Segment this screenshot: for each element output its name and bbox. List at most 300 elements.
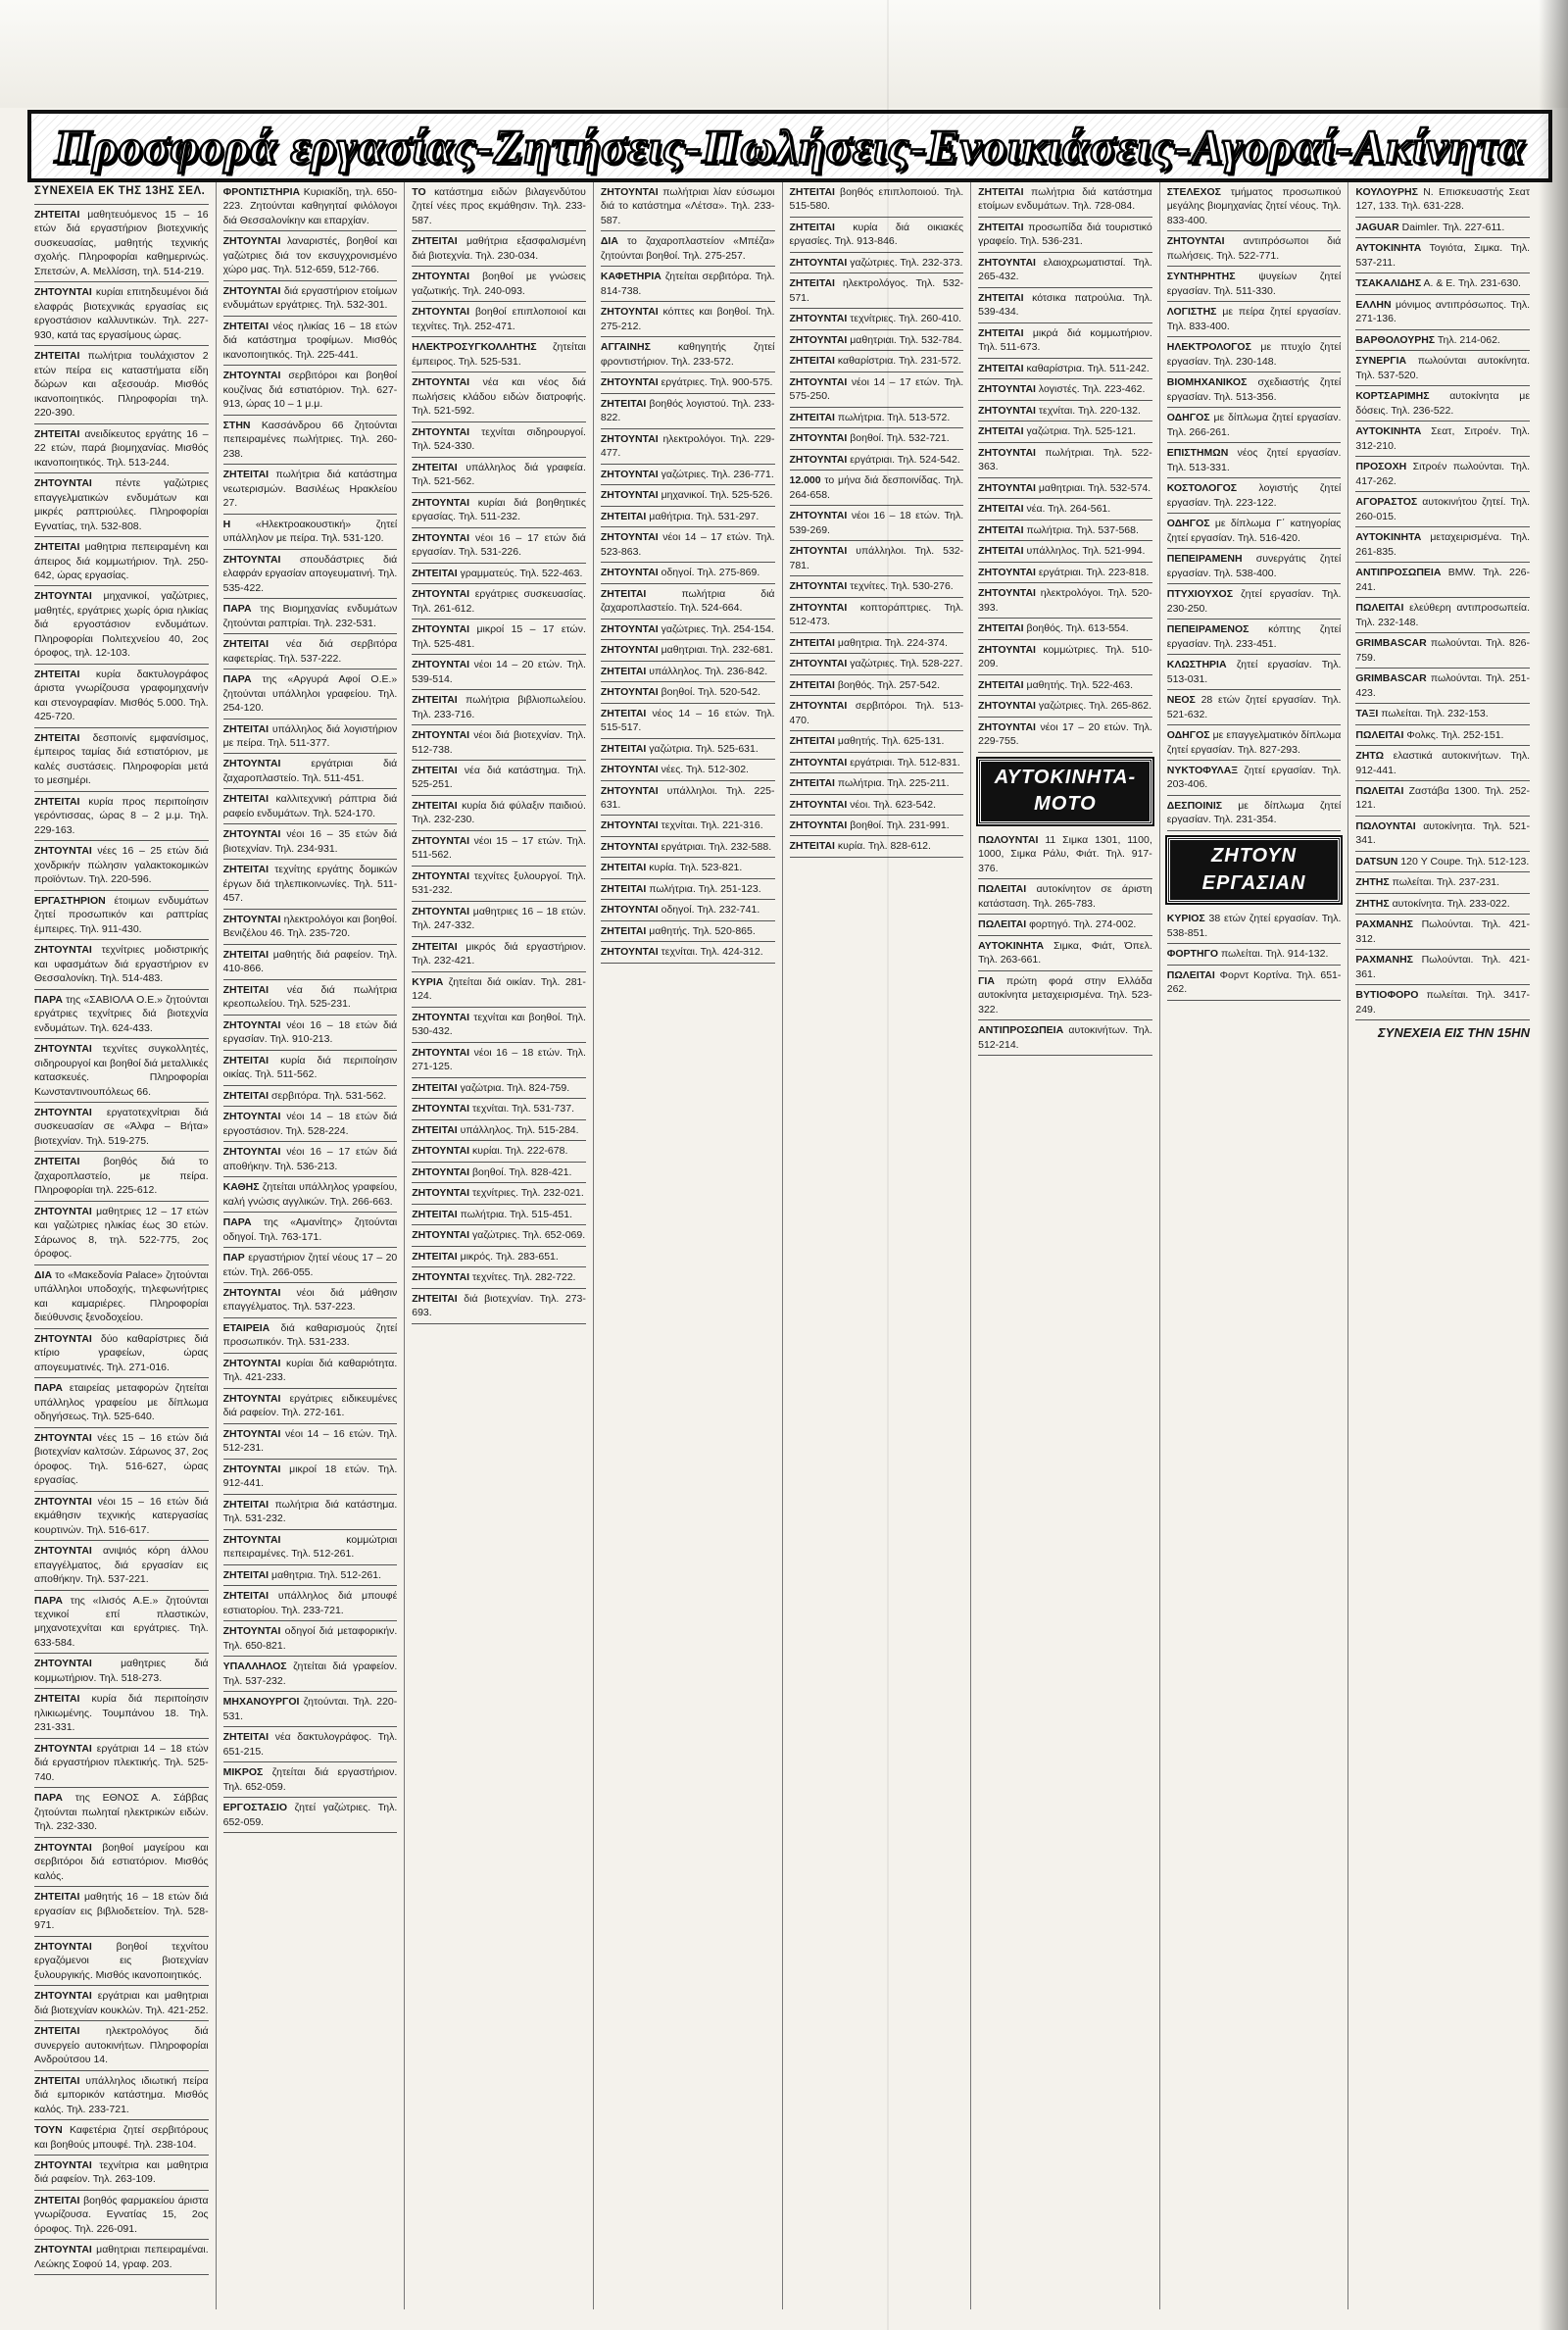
ad-lead: ΠΩΛΕΙΤΑΙ [1355,784,1404,797]
ad-lead: ΚΟΥΛΟΥΡΗΣ [1355,186,1418,198]
classified-ad [412,564,586,584]
ad-text: ζητούνται. Τηλ. 220-531. [222,1696,398,1722]
ad-lead: ΖΗΤΟΥΝΤΑΙ [34,2244,92,2256]
classified-ad [412,796,586,831]
ad-text: γαζώτρια. Τηλ. 824-759. [460,1081,570,1094]
ad-lead: ΖΗΤΟΥΝΤΑΙ [789,256,848,269]
ad-text: νέοι 14 – 18 ετών διά εργοστάσιον. Τηλ. 528-224. [222,1111,398,1137]
ad-text: νέοι 15 – 16 ετών διά εκμάθησιν τεχνικής κατεργασίας κουρτινών. Τηλ. 516-617. [34,1495,209,1536]
classified-ad [601,816,775,836]
ad-lead: ΕΡΓΟΣΤΑΣΙΟ [222,1802,288,1814]
ad-text: 11 Σιμκα 1301, 1100, 1000, Σιμκα Ράλυ, Φιάτ. Τηλ. 917-376. [978,833,1152,874]
ad-text: λογιστές. Τηλ. 223-462. [1038,383,1146,396]
ad-lead: ΖΗΤΕΙΤΑΙ [34,1693,80,1706]
ad-text: υπάλληλος διά μπουφέ εστιατορίου. Τηλ. 233-721. [222,1590,398,1616]
ad-lead: ΖΗΤΟΥΝΤΑΙ [600,567,659,579]
ad-text: αυτοκίνητα. Τηλ. 521-341. [1355,819,1531,847]
ad-text: κυρίαι διά καθαριότητα. Τηλ. 421-233. [222,1357,398,1384]
classified-ad [34,1838,209,1887]
classified-ad [1167,408,1342,443]
ad-text: σερβιτόροι. Τηλ. 513-470. [789,700,964,726]
ad-lead: ΖΗΤΕΙΤΑΙ [978,362,1024,374]
classified-ad [978,499,1152,520]
ad-text: μικροί 15 – 17 ετών. Τηλ. 525-481. [412,623,586,650]
classified-ad [412,458,586,493]
classified-ad [223,1213,398,1248]
ad-text: μαθητής διά ραφείον. Τηλ. 410-866. [222,948,398,975]
ad-text: Ζαστάβα 1300. Τηλ. 252-121. [1355,784,1530,812]
ad-lead: ΖΗΤΕΙΤΑΙ [978,291,1024,304]
ad-text: μαθητής. Τηλ. 625-131. [837,735,945,748]
ad-text: αυτοκίνητον σε άριστη κατάσταση. Τηλ. 265-783. [978,883,1152,910]
classified-ad [223,1762,398,1798]
ad-lead: ΖΗΤΟΥΝΤΑΙ [34,1043,92,1056]
ad-text: γαζώτριες. Τηλ. 232-373. [850,256,963,269]
classified-ad [978,830,1152,879]
column-7 [1160,182,1349,2309]
ad-lead: ΖΗΤΕΙΤΑΙ [34,731,80,744]
classified-ad [601,527,775,563]
ad-lead: ΖΗΤΕΙΤΑΙ [600,742,647,755]
ad-text: τεχνίται σιδηρουργοί. Τηλ. 524-330. [412,425,586,453]
ad-text: δύο καθαρίστριες διά κτίριο γραφείων, ώρας απογευματινές. Τηλ. 271-016. [34,1332,209,1373]
classified-ad [412,493,586,528]
classified-ad [1167,796,1342,831]
classified-ad [601,337,775,372]
ad-text: τεχνίτριες. Τηλ. 232-021. [472,1187,584,1200]
ad-text: γαζώτριες. Τηλ. 652-069. [472,1229,586,1242]
ad-lead: ΖΗΤΕΙΤΑΙ [600,924,647,937]
classified-ad [790,675,964,696]
ad-lead: ΖΗΤΕΙΤΑΙ [412,940,458,953]
ad-lead: ΠΩΛΕΙΤΑΙ [1355,602,1404,615]
classified-ad [223,860,398,909]
ad-text: BMW. Τηλ. 226-241. [1355,567,1531,593]
ad-text: κυρία διά περιποίησιν ηλικιωμένης. Τουμπάνου 18. Τηλ. 231-331. [34,1693,209,1734]
ad-text: ηλεκτρολόγοι. Τηλ. 229-477. [600,432,775,460]
classified-ad [1167,655,1342,690]
ad-text: βοηθοί τεχνίτου εργαζόμενοι εις βιοτεχνίαν ξυλουργικής. Μισθός ικανοποιητικός. [34,1940,209,1981]
ad-lead: ΖΗΤΕΙΤΑΙ [600,587,647,600]
ad-lead: ΖΗΤΕΙΤΑΙ [222,948,270,961]
ad-text: κόπτες και βοηθοί. Τηλ. 275-212. [600,306,775,332]
ad-text: συνεργάτις ζητεί εργασίαν. Τηλ. 538-400. [1166,553,1342,579]
ad-text: υπάλληλος διά γραφεία. Τηλ. 521-562. [412,461,586,488]
ad-lead: ΝΕΟΣ [1166,694,1196,707]
classified-ad [223,1389,398,1424]
ad-text: βοηθοί. Τηλ. 828-421. [472,1165,572,1178]
classified-ad [790,330,964,351]
ad-text: πέντε γαζώτριες επαγγελματικών ενδυμάτων και μικρές ραπτριούλες. Πληροφορίαι Εγνατίας, τηλ. 532-808. [34,477,209,532]
classified-ad [1355,351,1530,386]
ad-text: προσωπίδα διά τουριστικό γραφείο. Τηλ. 536-231. [978,221,1152,248]
classified-ad [34,2021,209,2070]
ad-text: πωλείται. Τηλ. 914-132. [1220,948,1329,961]
classified-ad [601,942,775,963]
ad-text: νέα διά κατάστημα. Τηλ. 525-251. [412,764,586,791]
ad-text: τεχνίτες συγκολλητές, σιδηρουργοί και βοηθοί διά μεταλλικές κατασκευές. Πληροφορίαι Κωνσταντινουπόλεως 66. [34,1043,209,1098]
ad-text: μαθητρια. Τηλ. 512-261. [271,1568,382,1581]
ad-text: κυρία. Τηλ. 828-612. [837,840,931,853]
ad-lead: ΖΗΤΕΙΤΑΙ [412,461,458,473]
ad-text: μαθητρια. Τηλ. 224-374. [837,636,948,649]
classified-ad [223,1051,398,1086]
ad-text: Πωλούνται. Τηλ. 421-312. [1355,918,1530,945]
ad-text: της «Αργυρά Αφοί Ο.Ε.» ζητούνται υπάλληλοι γραφείου. Τηλ. 254-120. [222,673,398,715]
ad-lead: ΖΗΤΟΥΝΤΑΙ [412,729,470,742]
ad-lead: ΖΗΤΕΙΤΑΙ [412,1292,458,1305]
ad-lead: ΖΗΤΟΥΝΤΑΙ [412,1165,470,1178]
ad-lead: ΖΗΤΟΥΝΤΑΙ [34,1841,92,1854]
classified-ad [34,424,209,473]
ad-text: πωλείται. Τηλ. 237-231. [1392,876,1500,889]
ad-text: καθαρίστρια. Τηλ. 231-572. [837,355,961,368]
classified-ad [34,1591,209,1655]
ad-lead: ΖΗΤΕΙΤΑΙ [222,722,270,735]
ad-lead: ΖΗΤΕΙΤΑΙ [34,350,80,363]
ad-text: ζητεί γαζώτριες. Τηλ. 652-059. [222,1802,398,1828]
ad-lead: ΖΗΤΕΙΤΑΙ [789,735,835,748]
ad-text: Καφετέρια ζητεί σερβιτόρους και βοηθούς μπουφέ. Τηλ. 238-104. [34,2124,209,2151]
classified-ad [790,253,964,273]
ad-text: κομμώτριαι πεπειραμένες. Τηλ. 512-261. [222,1533,398,1561]
classified-ad [1355,386,1530,421]
ad-lead: ΖΗΤΕΙΤΑΙ [412,1250,458,1263]
ad-text: νέοι 16 – 18 ετών. Τηλ. 271-125. [412,1046,586,1073]
classified-ad [34,1428,209,1492]
classified-ad [790,731,964,752]
classified-ad [978,182,1152,218]
classified-ad [34,792,209,841]
ad-lead: ΖΗΤΟΥΝΤΑΙ [412,1011,470,1023]
ad-lead: ΖΗΤΕΙΤΑΙ [222,638,270,651]
classified-ad [223,231,398,280]
ad-lead: ΥΠΑΛΛΗΛΟΣ [222,1661,287,1673]
ad-text: καθαρίστρια. Τηλ. 511-242. [1026,362,1150,374]
classified-ad [34,940,209,989]
ad-lead: ΖΗΤΟΥΝΤΑΙ [789,432,848,445]
ad-text: διά καθαρισμούς ζητεί προσωπικόν. Τηλ. 531-233. [222,1321,398,1349]
ad-lead: ΖΗΤΟΥΝΤΑΙ [222,284,281,297]
classified-ad [34,1202,209,1265]
classified-ad [34,1689,209,1738]
ad-text: ηλεκτρολόγοι και βοηθοί. Βενιζέλου 46. Τηλ. 235-720. [222,913,398,940]
classified-ad [978,971,1152,1020]
ad-lead: ΖΗΤΟΥΝΤΑΙ [222,758,281,770]
ad-lead: ΖΗΤΟΥΝΤΑΙ [222,1625,281,1638]
ad-lead: ΖΗΤΟΥΝΤΑΙ [222,1533,281,1546]
classified-ad [790,309,964,329]
classified-ad [978,443,1152,478]
classified-ad [223,754,398,789]
classified-ad [1167,337,1342,372]
ad-lead: ΖΗΤΟΥΝΤΑΙ [789,700,848,713]
ad-lead: ΖΗΤΕΙΤΑΙ [412,694,458,707]
classified-ad [978,541,1152,562]
ad-lead: ΖΗΤΕΙΤΑΙ [34,1156,80,1168]
classified-ad [412,1141,586,1162]
classified-ad [1167,725,1342,761]
classified-ad [412,1163,586,1183]
classified-ad [223,1530,398,1565]
ad-text: πωλήτρια. Τηλ. 537-568. [1026,523,1139,536]
ad-lead: ΑΝΤΙΠΡΟΣΩΠΕΙΑ [978,1024,1064,1037]
ad-lead: ΑΓΟΡΑΣΤΟΣ [1355,496,1418,509]
classified-ad [1355,633,1530,669]
ad-lead: ΖΗΤΟΥΝΤΑΙ [222,1287,281,1299]
ad-lead: ΖΗΤΕΙΤΑΙ [978,678,1024,691]
ad-text: βοηθός διά το ζαχαροπλαστείο, με πείρα. Πληροφορίαι τηλ. 225-612. [34,1156,209,1197]
ad-text: φορτηγό. Τηλ. 274-002. [1029,918,1137,931]
ad-lead: ΖΗΤΕΙΤΑΙ [34,2074,80,2087]
classified-ad [1355,273,1530,294]
classified-ad [223,1318,398,1354]
ad-text: νέος ζητεί εργασίαν. Τηλ. 513-331. [1166,447,1342,473]
ad-lead: ΠΩΛΕΙΤΑΙ [978,883,1027,896]
ad-text: μόνιμος αντιπρόσωπος. Τηλ. 271-136. [1355,298,1530,325]
ad-text: νέες. Τηλ. 512-302. [661,764,749,776]
ad-text: τεχνίτες. Τηλ. 282-722. [472,1271,576,1284]
ad-lead: ΑΥΤΟΚΙΝΗΤΑ [978,939,1045,952]
ad-lead: ΚΥΡΙΑ [412,975,444,988]
ad-text: εργάτριες συσκευασίας. Τηλ. 261-612. [412,588,586,615]
ad-lead: ΖΗΤΟΥΝΤΑΙ [222,1018,281,1031]
ad-text: με πείρα ζητεί εργασίαν. Τηλ. 833-400. [1166,306,1342,332]
ad-text: πωλήτρια διά ζαχαροπλαστείο. Τηλ. 524-664. [600,587,775,615]
classified-ad [1355,725,1530,746]
ad-text: γαζώτριες. Τηλ. 254-154. [661,622,774,635]
ad-lead: ΖΗΤΟΥΝΤΑΙ [600,819,659,832]
ad-text: μαθητευόμενος 15 – 16 ετών διά εργαστήριον βιοτεχνικής συσκευασίας, μαθητής τεχνικής σχολής. Πληροφορίαι καθημερινώς. Σπετσών, Α. Μελλίσση, τηλ. 514-219. [34,208,209,277]
ad-lead: ΖΗΤΟΥΝΤΑΙ [34,1940,92,1953]
classified-ad [790,471,964,506]
ad-text: βοηθός φαρμακείου άριστα γνωρίζουσα. Εγνατίας 15, 2ος όροφος. Τηλ. 226-091. [34,2194,209,2235]
ad-lead: ΖΗΤΕΙΤΑΙ [34,541,80,554]
ad-lead: ΠΑΡΑ [222,1216,252,1229]
ad-lead: ΖΗΤΟΥΝΤΑΙ [978,256,1036,269]
ad-lead: ΠΑΡ [222,1252,245,1264]
ad-lead: ΖΗΤΟΥΝΤΑΙ [412,623,470,636]
ad-text: 28 ετών ζητεί εργασίαν. Τηλ. 521-632. [1166,694,1342,720]
ad-lead: ΠΑΡΑ [34,1792,63,1805]
ad-lead: ΖΗΤΕΙΤΑΙ [412,1081,458,1094]
classified-ad [412,1043,586,1078]
ad-lead: ΖΗΤΕΙΤΑΙ [222,469,270,481]
ad-text: νέοι 16 – 18 ετών διά εργασίαν. Τηλ. 910-213. [222,1018,398,1046]
classified-ad [790,816,964,836]
ad-lead: ΟΔΗΓΟΣ [1166,729,1210,742]
classified-ad [34,841,209,890]
ad-text: με επαγγελματικόν δίπλωμα ζητεί εργασίαν. Τηλ. 827-293. [1166,729,1342,756]
ad-lead: ΖΗΤΕΙΤΑΙ [600,882,647,895]
ad-text: τεχνίται. Τηλ. 220-132. [1038,404,1141,417]
classified-ad [223,366,398,415]
classified-ad [223,1107,398,1142]
classified-ad [978,718,1152,753]
classified-ad [412,337,586,372]
section-heading: ΑΥΤΟΚΙΝΗΤΑ-ΜΟΤΟ [978,759,1152,824]
ad-text: ζητείται διά οικίαν. Τηλ. 281-124. [412,975,586,1003]
ad-lead: ΠΑΡΑ [222,673,252,686]
classified-ad [1167,514,1342,549]
ad-text: βοηθός. Τηλ. 613-554. [1026,622,1129,635]
ad-lead: ΖΗΤΟΥΝΤΑΙ [34,1990,92,2003]
classified-ad [1355,295,1530,330]
classified-ad [790,633,964,654]
ad-text: ελαστικά αυτοκινήτων. Τηλ. 912-441. [1355,750,1531,776]
ad-lead: ΖΗΤΕΙΤΑΙ [978,622,1024,635]
classified-ad [790,450,964,471]
ad-text: υπάλληλος διά λογιστήριον με πείρα. Τηλ. 511-377. [222,722,398,749]
ad-text: μαθητής. Τηλ. 520-865. [649,924,756,937]
ad-lead: ΖΗΤΟΥΝΤΑΙ [412,1271,470,1284]
ad-text: νέοι διά βιοτεχνίαν. Τηλ. 512-738. [412,729,586,756]
ad-text: πωλήτρια τουλάχιστον 2 ετών πείρα εις καταστήματα είδη δώρων και αξεσουάρ. Μισθός ικανοποιητικός. Πληροφορίαι τηλ. 220-390. [34,350,209,420]
classified-ad [412,620,586,655]
classified-ad [34,1378,209,1427]
ad-lead: ΖΗΤΟΥΝΤΑΙ [222,1392,281,1405]
ad-lead: ΠΩΛΕΙΤΑΙ [1355,728,1404,741]
classified-ad [790,182,964,218]
column-1 [27,182,217,2309]
classified-ad [1167,584,1342,620]
ad-text: πωλούνται. Τηλ. 251-423. [1355,672,1530,699]
ad-text: κατάστημα ειδών βιλαγενδύτου ζητεί νέες προς εκμάθησιν. Τηλ. 233-587. [412,186,586,226]
classified-ad [601,921,775,942]
ad-lead: ΣΥΝΕΡΓΙΑ [1355,355,1407,368]
ad-text: κυρία διά οικιακές εργασίες. Τηλ. 913-846. [789,221,964,248]
ad-text: δεσποινίς εμφανίσιμος, έμπειρος ταμίας διά εστιατόριον, με καλές συστάσεις. Πληροφορίαι μετά το μεσημέρι. [34,731,209,787]
ad-lead: ΖΗΤΕΙΤΑΙ [978,186,1024,198]
ad-lead: ΖΗΤΟΥΝΤΑΙ [412,1187,470,1200]
ad-lead: ΖΗΤΟΥΝΤΑΙ [600,186,659,198]
ad-text: εργαστήριον ζητεί νέους 17 – 20 ετών. Τηλ. 266-055. [222,1252,398,1278]
ad-text: μικροί 18 ετών. Τηλ. 912-441. [222,1462,398,1490]
classified-ad [34,1739,209,1788]
ad-lead: ΖΗΤΟΥΝΤΑΙ [789,333,848,346]
ad-text: γραμματεύς. Τηλ. 522-463. [460,567,583,579]
ad-text: νέοι 14 – 17 ετών. Τηλ. 575-250. [789,375,964,403]
classified-ad [790,408,964,428]
ad-text: κυρία διά περιποίησιν οικίας. Τηλ. 511-562. [222,1054,398,1081]
ad-text: νέα και νέος διά πωλήσεις κλάδου ειδών διατροφής. Τηλ. 521-592. [412,376,586,418]
classified-ad [223,824,398,860]
classified-ad [34,282,209,346]
classified-ad [978,936,1152,971]
classified-ad [34,1986,209,2021]
ad-text: Σεατ, Σιτροέν. Τηλ. 312-210. [1355,425,1530,452]
classified-ad [601,837,775,858]
ad-lead: ΖΗΤΟΥΝΤΑΙ [412,425,470,438]
ad-lead: ΣΤΕΛΕΧΟΣ [1166,186,1221,198]
ad-lead: ΖΗΤΕΙΤΑΙ [978,545,1024,558]
ad-text: οδηγοί διά μεταφορικήν. Τηλ. 650-821. [222,1625,398,1652]
ad-lead: ΒΥΤΙΟΦΟΡΟ [1355,989,1419,1002]
classified-ad [978,401,1152,421]
classified-ad [978,879,1152,915]
ad-text: τεχνίται. Τηλ. 424-312. [661,946,763,959]
ad-text: μηχανικοί, γαζώτριες, μαθητές, εργάτριες χωρίς όρια ηλικίας διά εργοστάσιον ενδυμάτων. Πληροφορίαι Πολιτεχνείου 40, 2ος όροφος, τηλ. 12-103. [34,590,209,660]
ad-lead: ΖΗΤΕΙΤΑΙ [222,1731,270,1744]
classified-ad [223,634,398,669]
ad-text: πωλείται. Τηλ. 3417-249. [1355,989,1531,1016]
classified-ad [1355,218,1530,238]
ad-text: ζητείται σερβιτόρα. Τηλ. 814-738. [600,271,775,297]
ad-text: γαζώτριες. Τηλ. 528-227. [850,658,963,670]
ad-lead: ΖΗΤΕΙΤΑΙ [600,397,647,410]
ad-text: βοηθοί. Τηλ. 520-542. [661,686,761,699]
ad-lead: ΠΕΠΕΙΡΑΜΕΝΟΣ [1166,623,1250,636]
ad-lead: ΦΡΟΝΤΙΣΤΗΡΙΑ [222,186,301,198]
classified-ad [601,879,775,900]
ad-text: εργάτριαι και μαθητριαι διά βιοτεχνίαν κουκλών. Τηλ. 421-252. [34,1990,209,2016]
classified-ad [223,1565,398,1586]
ad-text: νέοι 15 – 17 ετών. Τηλ. 511-562. [412,834,586,862]
ad-text: τεχνίται. Τηλ. 221-316. [661,819,763,832]
ad-text: της «Αμανίτης» ζητούνται οδηγοί. Τηλ. 763-171. [222,1216,398,1243]
ad-lead: ΚΟΡΤΣΑΡΙΜΗΣ [1355,390,1430,403]
classified-ad [1355,950,1530,985]
ad-text: γαζώτριες. Τηλ. 236-771. [661,468,774,480]
ad-text: κότσικα πατρούλια. Τηλ. 539-434. [978,291,1152,319]
classified-ad [412,655,586,690]
ad-lead: ΖΗΤΕΙΤΑΙ [222,793,270,806]
classified-ad [1355,915,1530,950]
classified-ad [978,421,1152,442]
ad-lead: ΖΗΤΟΥΝΤΑΙ [978,446,1036,459]
ad-text: βοηθός λογιστού. Τηλ. 233-822. [600,397,775,424]
ad-text: το μήνα διά δεσποινίδας. Τηλ. 264-658. [789,474,964,501]
ad-text: Φορντ Κορτίνα. Τηλ. 651-262. [1166,968,1342,996]
classified-ad [790,598,964,633]
ad-text: 38 ετών ζητεί εργασίαν. Τηλ. 538-851. [1166,913,1342,939]
classified-ad [790,506,964,541]
ad-lead: ΑΥΤΟΚΙΝΗΤΑ [1355,242,1422,255]
classified-ad [978,583,1152,619]
classified-ad [34,1329,209,1378]
ad-lead: ΖΗΤΕΙΤΑΙ [789,678,835,691]
column-8 [1348,182,1537,2309]
ad-lead: ΖΗΤΩ [1355,750,1385,763]
ad-text: εργάτριαι. Τηλ. 232-588. [661,840,772,853]
ad-text: νέοι διά μάθησιν επαγγέλματος. Τηλ. 537-223. [222,1287,398,1314]
classified-ad [1167,690,1342,725]
ad-lead: ΗΛΕΚΤΡΟΣΥΓΚΟΛΛΗΤΗΣ [412,341,537,354]
ad-lead: ΕΠΙΣΤΗΜΩΝ [1166,447,1229,460]
ad-lead: ΖΗΤΟΥΝΤΑΙ [978,383,1036,396]
classified-ad [1355,238,1530,273]
classified-ad [978,288,1152,323]
ad-text: Τηλ. 214-062. [1437,333,1500,346]
ad-text: υπάλληλος. Τηλ. 521-994. [1026,545,1146,558]
ad-lead: ΔΙΑ [34,1268,53,1281]
ad-text: πωλήτρια. Τηλ. 513-572. [837,411,951,423]
ad-text: μικρά διά κομμωτήριον. Τηλ. 511-673. [978,326,1152,354]
ad-lead: ΕΡΓΑΣΤΗΡΙΟΝ [34,894,106,907]
classified-ad [601,900,775,920]
classified-ad [978,379,1152,400]
ad-text: ζητείται έμπειρος. Τηλ. 525-531. [412,341,586,368]
classified-ad [412,584,586,620]
ad-text: πωλήτρια διά κατάστημα νεωτερισμών. Βασιλέως Ηρακλείου 27. [222,469,398,510]
ad-text: της Βιομηχανίας ενδυμάτων ζητούνται ραπτρίαι. Τηλ. 232-531. [222,603,398,629]
ad-lead: ΖΗΤΕΙΤΑΙ [34,208,80,221]
classified-ad [790,795,964,816]
ad-lead: ΖΗΤΕΙΤΑΙ [978,326,1024,339]
ad-text: εταιρείας μεταφορών ζητείται υπάλληλος γραφείου με δίπλωμα οδηγήσεως. Τηλ. 525-640. [34,1382,209,1423]
classified-ad [34,990,209,1039]
ad-lead: ΖΗΤΟΥΝΤΑΙ [222,1146,281,1159]
